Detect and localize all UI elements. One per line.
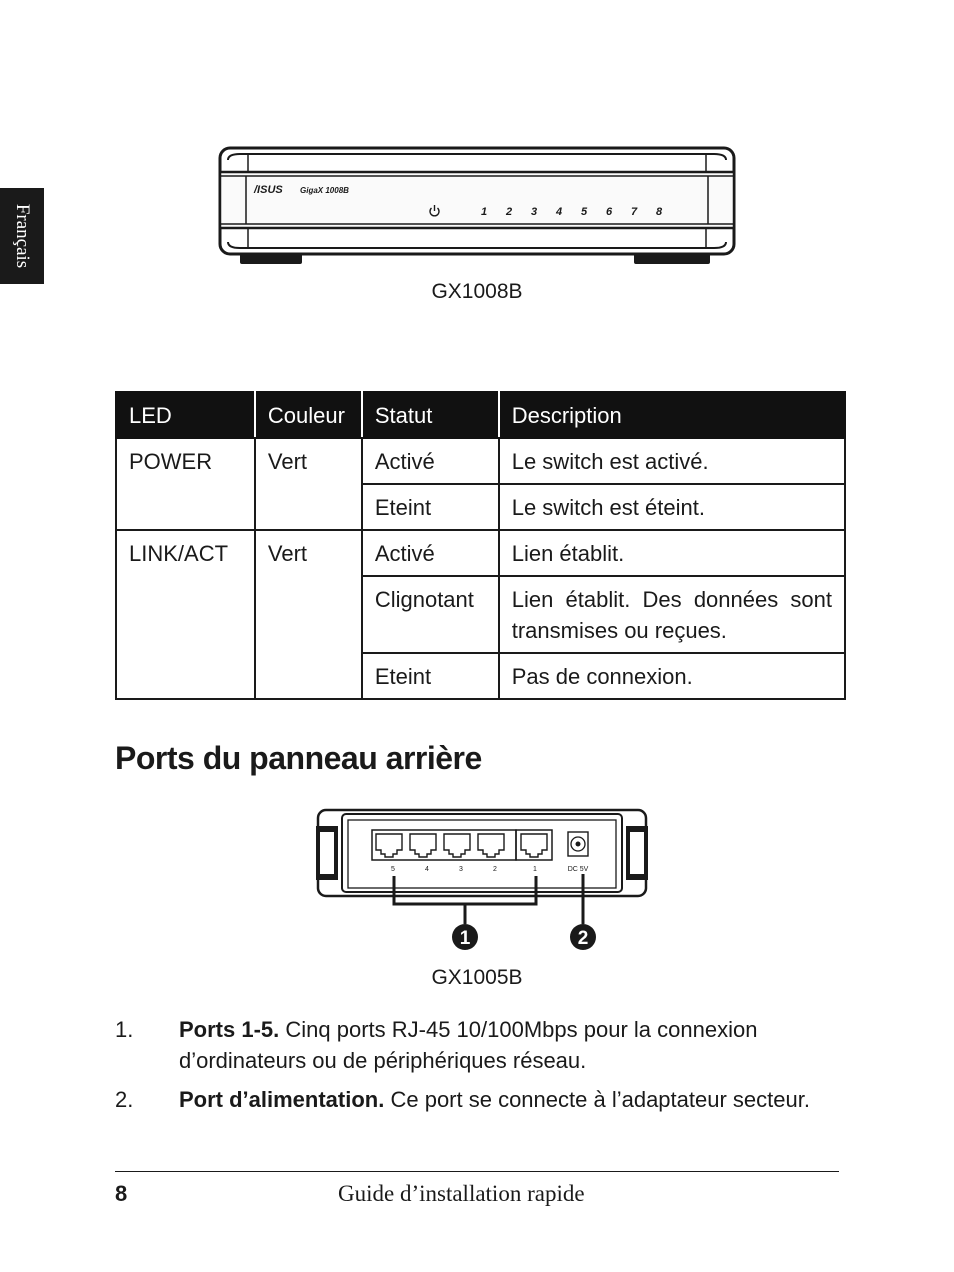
led-status: Activé (362, 438, 499, 484)
header-description: Description (499, 392, 845, 438)
rear-port-label-4: 4 (425, 866, 429, 873)
list-item-number: 1. (115, 1017, 134, 1042)
list-item-text (179, 1084, 815, 1115)
led-port-number-7: 7 (630, 206, 638, 218)
rear-device-illustration (314, 808, 650, 956)
led-description: Le switch est éteint. (499, 484, 845, 530)
led-status: Eteint (362, 484, 499, 530)
led-status: Clignotant (362, 576, 499, 653)
list-item-term: Ports 1-5. (179, 1017, 280, 1042)
model-logo: GigaX 1008B (300, 186, 349, 195)
footer-divider (115, 1171, 839, 1172)
led-name: LINK/ACT (116, 530, 255, 699)
header-statut: Statut (362, 392, 499, 438)
list-item-term: Port d’alimentation. (179, 1087, 385, 1112)
section-title: Ports du panneau arrière (115, 740, 482, 776)
table-header-row (116, 392, 845, 438)
led-description: Lien établit. Des données sont transmises ou reçues. (499, 576, 845, 653)
header-led: LED (116, 392, 255, 438)
led-description: Le switch est activé. (499, 438, 845, 484)
list-item-text (179, 1014, 815, 1076)
page-number: 8 (115, 1181, 128, 1206)
led-port-number-4: 4 (555, 206, 563, 218)
front-device-illustration (218, 146, 736, 266)
list-item-description: Ce port se connecte à l’adaptateur secteur. (384, 1087, 810, 1112)
table-row (116, 438, 845, 484)
led-port-number-1: 1 (480, 206, 488, 218)
dc-power-label: DC 5V (567, 866, 589, 873)
led-status: Eteint (362, 653, 499, 699)
callout-2 (570, 924, 596, 950)
rear-port-label-2: 2 (493, 866, 497, 873)
led-port-number-5: 5 (580, 206, 588, 218)
front-device-caption: GX1008B (431, 280, 523, 303)
table-row (116, 530, 845, 576)
led-port-number-3: 3 (530, 206, 538, 218)
led-description: Pas de connexion. (499, 653, 845, 699)
led-name: POWER (116, 438, 255, 530)
rear-port-label-1: 1 (533, 866, 537, 873)
list-item-description: Cinq ports RJ-45 10/100Mbps pour la connexion d’ordinateurs ou de périphériques réseau. (179, 1017, 758, 1073)
brand-logo: /ISUS (254, 184, 283, 196)
rear-port-label-3: 3 (459, 866, 463, 873)
header-couleur: Couleur (255, 392, 362, 438)
footer-title: Guide d’installation rapide (338, 1181, 585, 1206)
callout-1 (452, 924, 478, 950)
rear-device-caption: GX1005B (431, 966, 523, 989)
callout-2-number: 2 (577, 928, 589, 949)
led-port-number-6: 6 (605, 206, 613, 218)
list-item-number: 2. (115, 1087, 134, 1112)
led-description: Lien établit. (499, 530, 845, 576)
rear-port-label-5: 5 (391, 866, 395, 873)
led-color: Vert (255, 530, 362, 699)
led-port-number-2: 2 (505, 206, 513, 218)
led-color: Vert (255, 438, 362, 530)
language-tab (0, 188, 44, 284)
led-status: Activé (362, 530, 499, 576)
led-status-table (115, 391, 846, 700)
led-port-number-8: 8 (655, 206, 663, 218)
callout-1-number: 1 (459, 928, 471, 949)
language-label: Français (12, 203, 33, 269)
